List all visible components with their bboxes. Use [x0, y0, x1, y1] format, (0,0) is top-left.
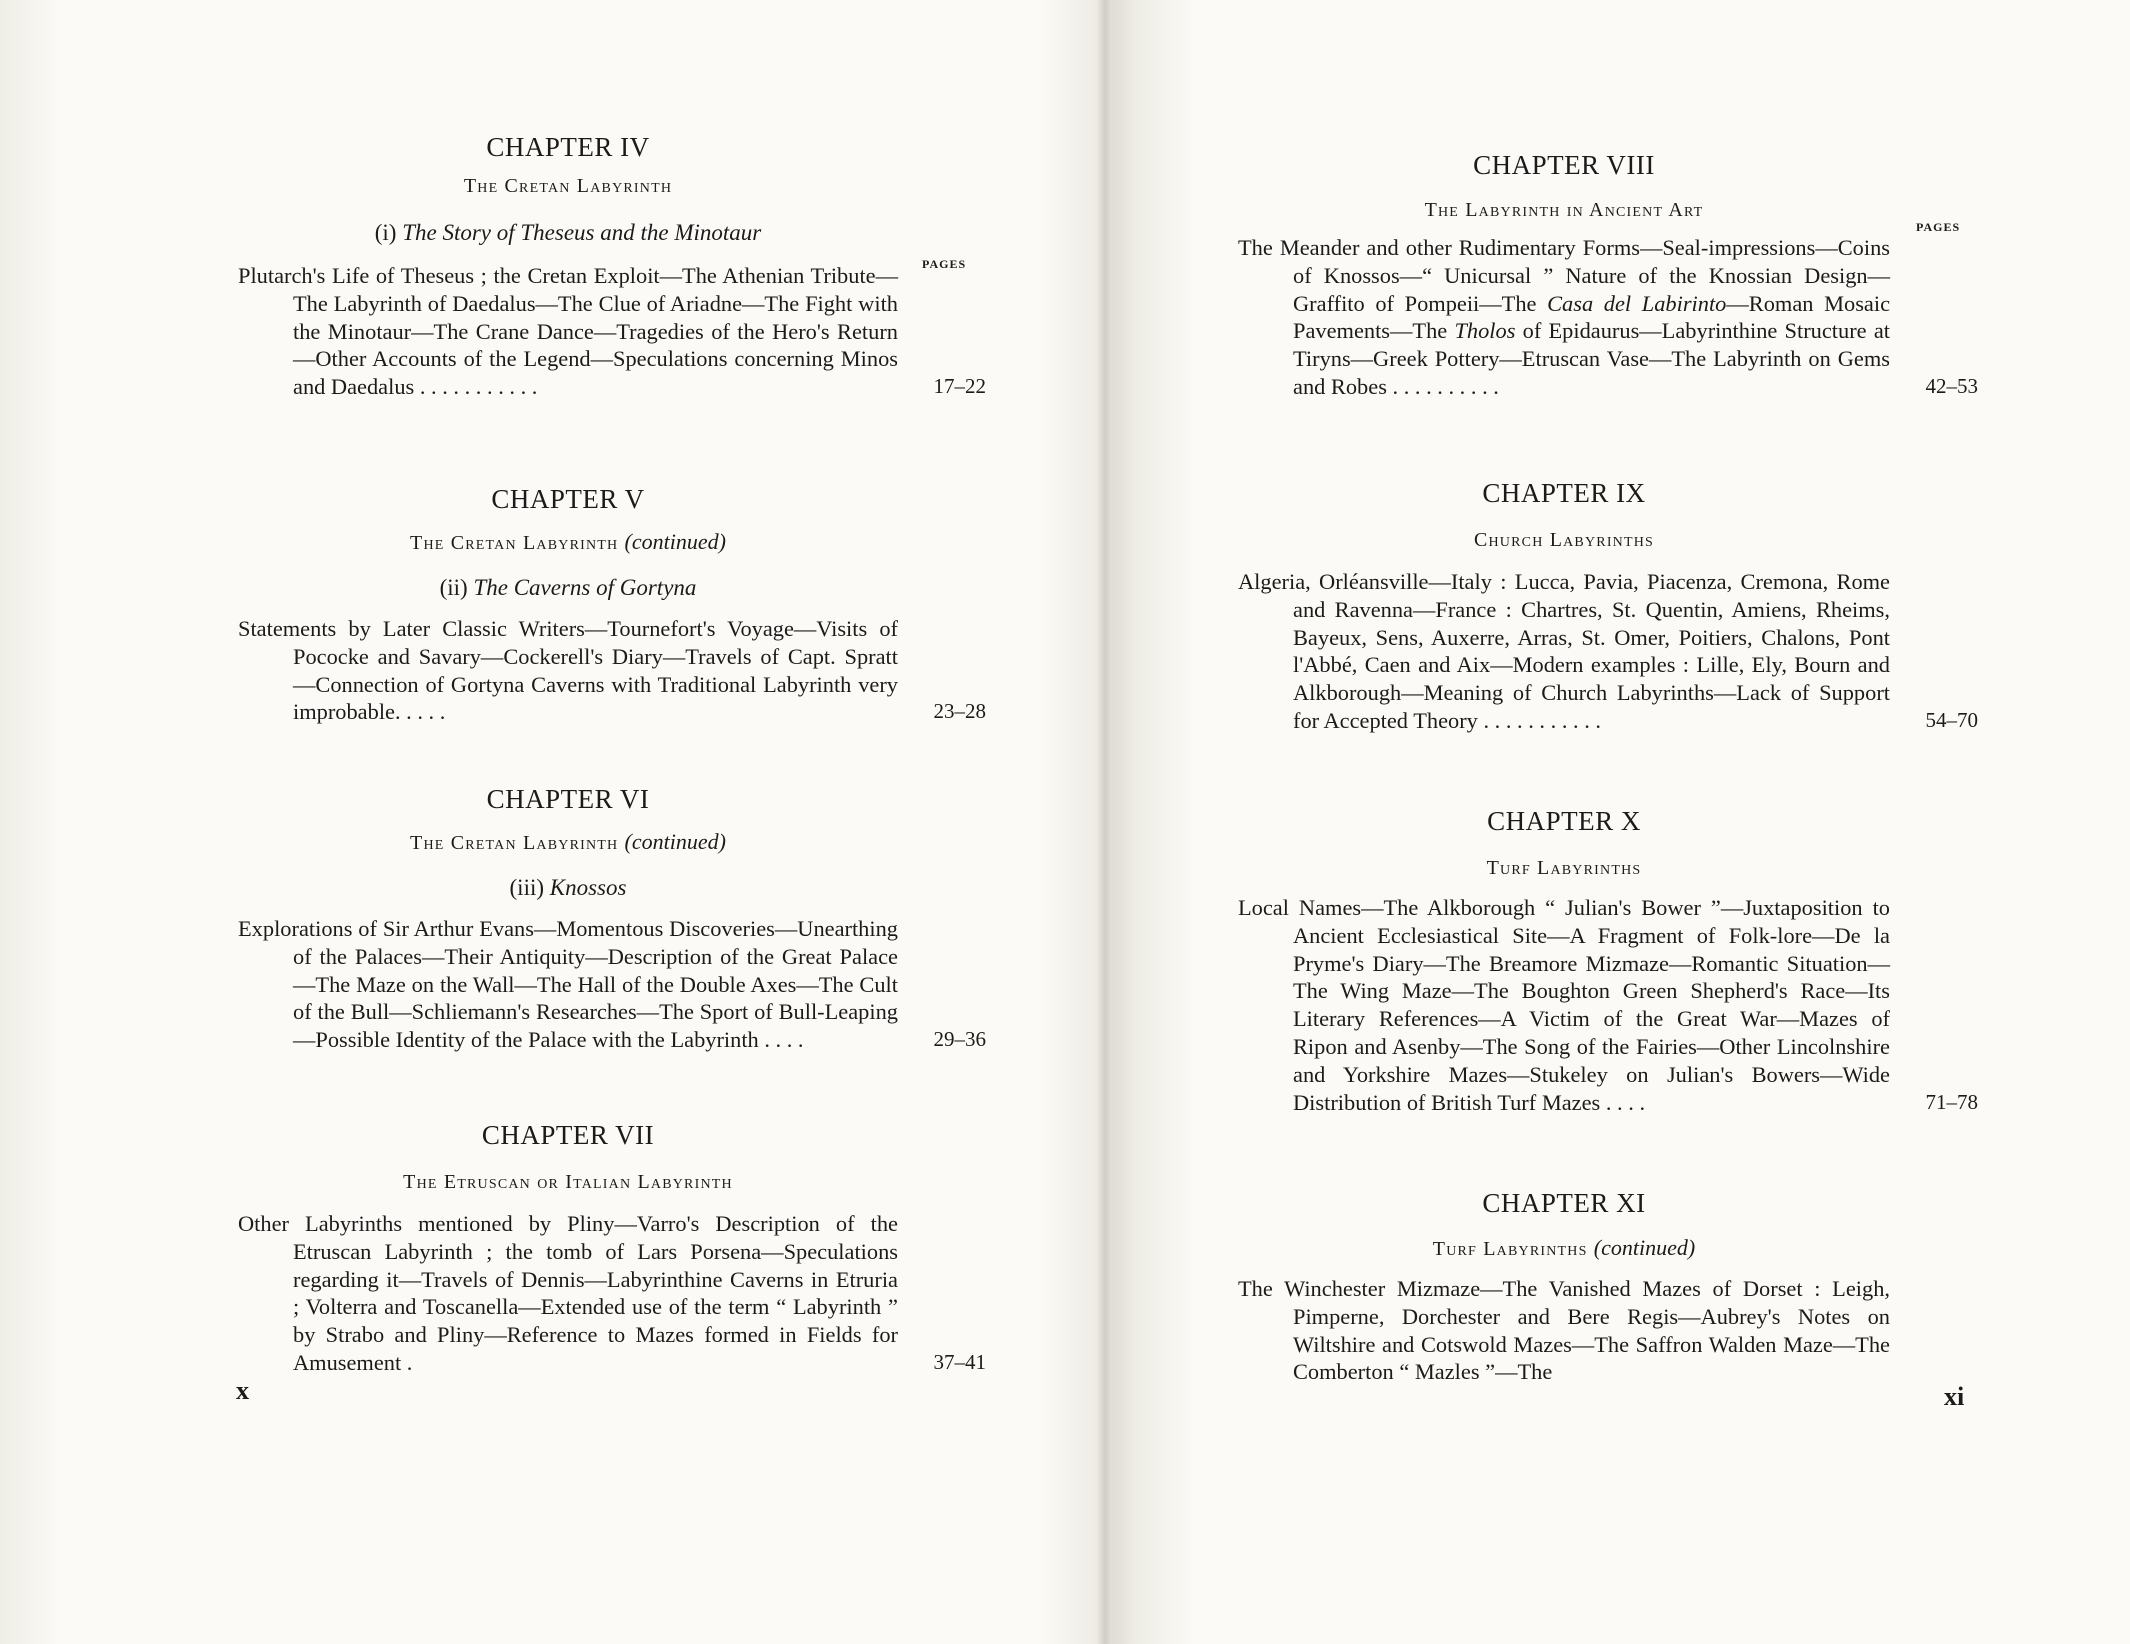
chapter-contents: Other Labyrinths mentioned by Pliny—Varro's Description of the Etruscan Labyrinth ; the tomb of Lars Porsena—Speculations regarding it—Travels of Dennis—Labyrinthine Caverns in Etruria ; Volterra and Toscanella—Extended use of the term “ Labyrinth ” by Strabo and Pliny—Reference to Mazes formed in Fields for Amusement . 37–41 — [238, 1211, 986, 1375]
folio-left: x — [236, 1376, 249, 1405]
chapter-contents: Statements by Later Classic Writers—Tournefort's Voyage—Visits of Pococke and Savary—Cockerell's Diary—Travels of Capt. Spratt—Connection of Gortyna Caverns with Traditional Labyrinth very improbable. . . . . 23–28 — [238, 616, 986, 725]
page-range: 37–41 — [933, 1349, 986, 1374]
chapter-subtitle: Church Labyrinths — [1473, 529, 1655, 551]
folio-right: xi — [1944, 1382, 1965, 1411]
chapter-subtitle: Turf Labyrinths — [1486, 857, 1642, 879]
chapter-subtitle: The Labyrinth in Ancient Art — [1424, 199, 1704, 221]
chapter-title: CHAPTER IV — [486, 132, 650, 162]
chapter-title: CHAPTER X — [1487, 806, 1641, 836]
chapter-vii — [238, 1120, 986, 1377]
chapter-subtitle: Turf Labyrinths (continued) — [1432, 1235, 1696, 1260]
chapter-title: CHAPTER IX — [1482, 478, 1646, 508]
chapter-title: CHAPTER V — [491, 484, 645, 514]
chapter-subtitle: The Cretan Labyrinth — [463, 175, 673, 197]
page-range: 71–78 — [1925, 1089, 1978, 1114]
page-range: 29–36 — [933, 1027, 986, 1052]
chapter-vi — [238, 784, 986, 1054]
chapter-contents: The Winchester Mizmaze—The Vanished Mazes of Dorset : Leigh, Pimperne, Dorchester and Bere Regis—Aubrey's Notes on Wiltshire and Cotswold Mazes—The Saffron Walden Maze—The Comberton “ Mazles ”—The — [1238, 1276, 1890, 1385]
page-range: 23–28 — [933, 699, 986, 724]
pages-column-label-left: PAGES — [922, 257, 967, 271]
chapter-contents: The Meander and other Rudimentary Forms—Seal-impressions—Coins of Knossos—“ Unicursal ” Nature of the Knossian Design—Graffito of Pompeii—The Casa del Labirinto—Roman Mosaic Pavements—The Tholos of Epidaurus—Labyrinthine Structure at Tiryns—Greek Pottery—Etruscan Vase—The Labyrinth on Gems and Robes . . . . . . . . . . 42–53 — [1238, 235, 1978, 399]
chapter-contents: Plutarch's Life of Theseus ; the Cretan Exploit—The Athenian Tribute—The Labyrinth of Daedalus—The Clue of Ariadne—The Fight with the Minotaur—The Crane Dance—Tragedies of the Hero's Return—Other Accounts of the Legend—Speculations concerning Minos and Daedalus . . . . . . . . . . . 17–22 — [238, 263, 986, 400]
chapter-subtitle: The Etruscan or Italian Labyrinth — [403, 1171, 733, 1193]
chapter-ix — [1238, 478, 1978, 735]
chapter-title: CHAPTER VI — [486, 784, 650, 814]
page-range: 17–22 — [933, 374, 986, 399]
chapter-section: (iii) Knossos — [509, 875, 627, 900]
chapter-title: CHAPTER VII — [481, 1120, 655, 1150]
chapter-contents: Algeria, Orléansville—Italy : Lucca, Pavia, Piacenza, Cremona, Rome and Ravenna—France : Chartres, St. Quentin, Amiens, Rheims, Bayeux, Sens, Auxerre, Arras, St. Omer, Poitiers, Chalons, Pont l'Abbé, Caen and Aix—Modern examples : Lille, Ely, Bourn and Alkborough—Meaning of Church Labyrinths—Lack of Support for Accepted Theory . . . . . . . . . . . 54–70 — [1238, 569, 1978, 733]
chapter-v — [238, 484, 986, 726]
chapter-section: (ii) The Caverns of Gortyna — [439, 575, 697, 600]
chapter-subtitle: The Cretan Labyrinth (continued) — [410, 829, 726, 854]
chapter-x — [1238, 806, 1978, 1116]
chapter-title: CHAPTER VIII — [1473, 150, 1655, 180]
chapter-xi — [1238, 1188, 1890, 1386]
chapter-section: (i) The Story of Theseus and the Minotaur — [374, 220, 762, 245]
chapter-contents: Local Names—The Alkborough “ Julian's Bower ”—Juxtaposition to Ancient Ecclesiastical Site—A Fragment of Folk-lore—De la Pryme's Diary—The Breamore Mizmaze—Romantic Situation—The Wing Maze—The Boughton Green Shepherd's Race—Its Literary References—A Victim of the Great War—Mazes of Ripon and Asenby—The Song of the Fairies—Other Lincolnshire and Yorkshire Mazes—Stukeley on Julian's Bowers—Wide Distribution of British Turf Mazes . . . . 71–78 — [1238, 895, 1978, 1115]
book-gutter — [1098, 0, 1112, 1644]
pages-column-label-right: PAGES — [1916, 220, 1961, 234]
chapter-subtitle: The Cretan Labyrinth (continued) — [410, 529, 726, 554]
chapter-title: CHAPTER XI — [1482, 1188, 1646, 1218]
page-range: 54–70 — [1925, 707, 1978, 732]
page-range: 42–53 — [1925, 373, 1978, 398]
chapter-contents: Explorations of Sir Arthur Evans—Momentous Discoveries—Unearthing of the Palaces—Their Antiquity—Description of the Great Palace—The Maze on the Wall—The Hall of the Double Axes—The Cult of the Bull—Schliemann's Researches—The Sport of Bull-Leaping—Possible Identity of the Palace with the Labyrinth . . . . 29–36 — [238, 916, 986, 1053]
